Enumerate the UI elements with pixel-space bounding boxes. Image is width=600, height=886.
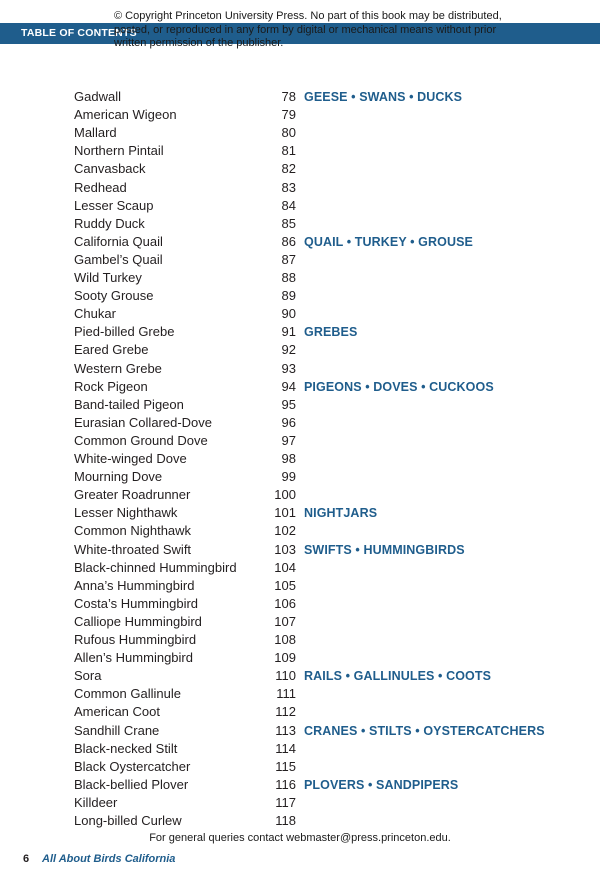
toc-section-heading: PLOVERS • SANDPIPERS bbox=[304, 777, 459, 792]
toc-entry-page: 84 bbox=[281, 197, 296, 213]
toc-entry-name: Mallard bbox=[74, 125, 117, 141]
toc-entry-page: 102 bbox=[274, 523, 296, 539]
toc-entry-page: 78 bbox=[281, 89, 296, 104]
toc-entry-page: 87 bbox=[281, 251, 296, 267]
toc-section-heading: RAILS • GALLINULES • COOTS bbox=[304, 669, 492, 684]
toc-entry-name: Redhead bbox=[74, 179, 127, 195]
toc-entry-page: 93 bbox=[281, 360, 296, 376]
toc-entry-name: Mourning Dove bbox=[74, 469, 163, 485]
toc-entry bbox=[0, 160, 600, 178]
toc-entry bbox=[0, 541, 600, 559]
toc-entry-page: 98 bbox=[281, 451, 296, 466]
toc-entry bbox=[0, 341, 600, 359]
toc-entry-name: Anna’s Hummingbird bbox=[74, 577, 195, 593]
toc-entry-page: 90 bbox=[281, 306, 296, 322]
toc-entry-page: 115 bbox=[275, 758, 296, 774]
toc-entry-name: Greater Roadrunner bbox=[74, 487, 191, 503]
toc-entry-page: 104 bbox=[274, 559, 296, 575]
toc-entry-name: Common Nighthawk bbox=[74, 523, 192, 539]
toc-entry-name: American Wigeon bbox=[74, 107, 177, 123]
toc-section-heading: NIGHTJARS bbox=[304, 506, 378, 521]
toc-entry-page: 89 bbox=[281, 288, 296, 304]
toc-entry-name: Western Grebe bbox=[74, 360, 162, 376]
toc-entry-page: 97 bbox=[281, 432, 296, 448]
toc-entry bbox=[0, 414, 600, 432]
toc-entry bbox=[0, 740, 600, 758]
toc-entry-name: Sooty Grouse bbox=[74, 288, 154, 304]
toc-entry bbox=[0, 794, 600, 812]
toc-entry-name: Sora bbox=[74, 668, 102, 684]
toc-entry-name: Long-billed Curlew bbox=[74, 813, 182, 828]
toc-entry-page: 118 bbox=[275, 813, 296, 828]
toc-entry-page: 88 bbox=[281, 270, 296, 285]
toc-entry-page: 96 bbox=[281, 414, 296, 430]
toc-entry-page: 116 bbox=[275, 776, 296, 792]
toc-entry bbox=[0, 631, 600, 649]
toc-entry-page: 99 bbox=[281, 469, 296, 485]
toc-entry bbox=[0, 522, 600, 540]
toc-entry-name: White-winged Dove bbox=[74, 451, 187, 466]
toc-entry-name: Gadwall bbox=[74, 89, 121, 104]
toc-entry-page: 94 bbox=[281, 378, 296, 394]
toc-entry bbox=[0, 758, 600, 776]
toc-entry-name: Band-tailed Pigeon bbox=[74, 396, 184, 412]
toc-entry-name: Common Ground Dove bbox=[74, 432, 208, 448]
toc-entry-name: Black Oystercatcher bbox=[74, 758, 191, 774]
toc-section-heading: CRANES • STILTS • OYSTERCATCHERS bbox=[304, 723, 545, 738]
toc-entry-page: 114 bbox=[275, 740, 296, 756]
toc-entry bbox=[0, 269, 600, 287]
toc-entry-page: 103 bbox=[274, 541, 296, 557]
toc-entry bbox=[0, 595, 600, 613]
toc-entry-page: 111 bbox=[276, 686, 296, 702]
toc-entry bbox=[0, 305, 600, 323]
toc-entry bbox=[0, 667, 600, 685]
toc-entry bbox=[0, 215, 600, 233]
toc-section-heading: PIGEONS • DOVES • CUCKOOS bbox=[304, 379, 494, 394]
toc-entry-page: 112 bbox=[275, 704, 296, 720]
toc-entry-name: Black-chinned Hummingbird bbox=[74, 559, 237, 575]
copyright-notice: © Copyright Princeton University Press. No part of this book may be distributed, posted, or reproduced in any form by digital or mechanical means without prior written permission of the publisher. bbox=[114, 10, 502, 50]
toc-entry-name: Gambel’s Quail bbox=[74, 251, 163, 267]
toc-entry-name: Chukar bbox=[74, 306, 116, 322]
toc-entry bbox=[0, 378, 600, 396]
header-label: TABLE OF CONTENTS bbox=[21, 27, 137, 39]
toc-entry bbox=[0, 468, 600, 486]
toc-entry-name: Rufous Hummingbird bbox=[74, 632, 197, 647]
toc-section-heading: SWIFTS • HUMMINGBIRDS bbox=[304, 542, 465, 557]
toc-entry-name: Pied-billed Grebe bbox=[74, 324, 175, 340]
toc-entry bbox=[0, 559, 600, 577]
toc-entry bbox=[0, 179, 600, 197]
toc-entry-page: 105 bbox=[274, 577, 296, 593]
toc-entry-name: Wild Turkey bbox=[74, 270, 142, 285]
toc-entry bbox=[0, 197, 600, 215]
toc-entry-page: 85 bbox=[281, 215, 296, 231]
toc-entry-page: 91 bbox=[281, 324, 296, 340]
toc-entry bbox=[0, 396, 600, 414]
toc-entry bbox=[0, 450, 600, 468]
toc-entry-page: 83 bbox=[281, 179, 296, 195]
toc-entry-name: Black-bellied Plover bbox=[74, 776, 189, 792]
toc-section-heading: GEESE • SWANS • DUCKS bbox=[304, 90, 463, 104]
toc-entry-page: 110 bbox=[275, 668, 296, 684]
footer-contact: For general queries contact webmaster@press.princeton.edu. bbox=[149, 832, 451, 844]
toc-entry-name: Killdeer bbox=[74, 794, 118, 810]
toc-entry-page: 101 bbox=[274, 505, 296, 521]
toc-entry-name: Black-necked Stilt bbox=[74, 740, 178, 756]
toc-entry-page: 113 bbox=[275, 722, 296, 738]
toc-entry-page: 82 bbox=[281, 161, 296, 177]
toc-entry bbox=[0, 106, 600, 124]
toc-entry-name: Eurasian Collared-Dove bbox=[74, 414, 213, 430]
toc-section-heading: QUAIL • TURKEY • GROUSE bbox=[304, 234, 473, 249]
toc-entry-page: 80 bbox=[281, 125, 296, 141]
toc-entry-page: 79 bbox=[281, 107, 296, 123]
toc-entry bbox=[0, 812, 600, 830]
toc-entry bbox=[0, 251, 600, 269]
toc-entry-page: 100 bbox=[274, 487, 296, 503]
toc-entry-name: American Coot bbox=[74, 704, 160, 720]
toc-entry bbox=[0, 685, 600, 703]
page-number: 6 bbox=[23, 853, 30, 865]
toc-entry-page: 81 bbox=[281, 143, 296, 159]
toc-entry bbox=[0, 88, 600, 106]
toc-entry bbox=[0, 360, 600, 378]
toc-entry-name: Allen’s Hummingbird bbox=[74, 650, 193, 666]
toc-entry-page: 109 bbox=[274, 650, 296, 666]
toc-entry-name: Sandhill Crane bbox=[74, 722, 160, 738]
toc-entry-page: 108 bbox=[274, 632, 296, 647]
toc-entry bbox=[0, 649, 600, 667]
toc-entry-page: 117 bbox=[275, 794, 296, 810]
toc-entry-page: 106 bbox=[274, 595, 296, 611]
toc-entry bbox=[0, 287, 600, 305]
toc-entry-name: Calliope Hummingbird bbox=[74, 613, 202, 629]
toc-entry bbox=[0, 703, 600, 721]
toc-entry-name: White-throated Swift bbox=[74, 541, 192, 557]
toc-entry-name: Canvasback bbox=[74, 161, 146, 177]
toc-entry-name: Eared Grebe bbox=[74, 342, 149, 358]
toc-entry bbox=[0, 432, 600, 450]
toc-entry bbox=[0, 124, 600, 142]
toc-entry bbox=[0, 776, 600, 794]
toc-entry-name: Rock Pigeon bbox=[74, 378, 148, 394]
toc-entry-name: Lesser Nighthawk bbox=[74, 505, 178, 521]
toc-entry-name: Costa’s Hummingbird bbox=[74, 595, 199, 611]
toc-section-heading: GREBES bbox=[304, 325, 358, 340]
toc-entry-name: Ruddy Duck bbox=[74, 215, 145, 231]
toc-entry bbox=[0, 722, 600, 740]
toc-entry-name: Northern Pintail bbox=[74, 143, 164, 159]
toc-entry bbox=[0, 142, 600, 160]
toc-entry-name: California Quail bbox=[74, 233, 163, 249]
toc-entry-page: 95 bbox=[281, 396, 296, 412]
toc-entry-page: 92 bbox=[281, 342, 296, 358]
toc-entry bbox=[0, 323, 600, 341]
toc-entry-page: 86 bbox=[281, 233, 296, 249]
toc-entry bbox=[0, 233, 600, 251]
toc-entry bbox=[0, 577, 600, 595]
toc-entry bbox=[0, 486, 600, 504]
toc-entry bbox=[0, 613, 600, 631]
toc-entry-page: 107 bbox=[274, 613, 296, 629]
toc-entry-name: Lesser Scaup bbox=[74, 197, 154, 213]
running-title: All About Birds California bbox=[42, 853, 176, 865]
toc-entry-name: Common Gallinule bbox=[74, 686, 181, 702]
toc-entry bbox=[0, 504, 600, 522]
